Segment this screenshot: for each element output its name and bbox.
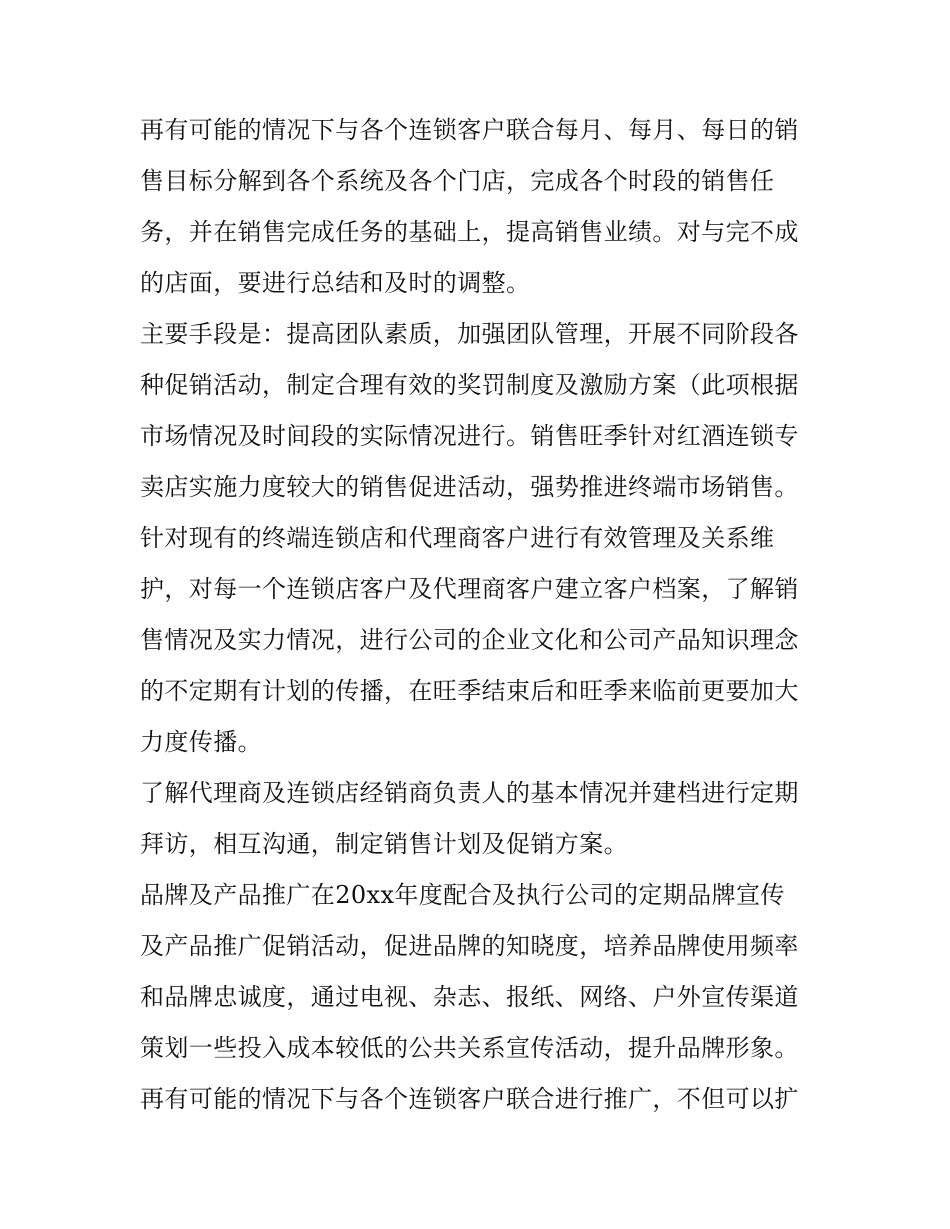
text-line: 护，对每一个连锁店客户及代理商客户建立客户档案，了解销 [140,575,799,603]
text-line: 的店面，要进行总结和及时的调整。 [140,269,531,297]
text-line: 售目标分解到各个系统及各个门店，完成各个时段的销售任 [140,167,775,195]
text-line: 的不定期有计划的传播，在旺季结束后和旺季来临前更要加大 [140,677,799,705]
text-line: 再有可能的情况下与各个连锁客户联合进行推广，不但可以扩 [140,1085,799,1113]
text-line: 策划一些投入成本较低的公共关系宣传活动，提升品牌形象。 [140,1034,799,1062]
text-line: 主要手段是：提高团队素质，加强团队管理，开展不同阶段各 [140,320,799,348]
text-line: 卖店实施力度较大的销售促进活动，强势推进终端市场销售。 [140,473,799,501]
document-body [140,105,812,1125]
text-line: 针对现有的终端连锁店和代理商客户进行有效管理及关系维 [140,524,775,552]
text-line: 及产品推广促销活动，促进品牌的知晓度，培养品牌使用频率 [140,932,799,960]
text-line: 了解代理商及连锁店经销商负责人的基本情况并建档进行定期 [140,779,799,807]
text-line: 拜访，相互沟通，制定销售计划及促销方案。 [140,830,628,858]
text-line: 再有可能的情况下与各个连锁客户联合每月、每月、每日的销 [140,116,799,144]
text-line: 市场情况及时间段的实际情况进行。销售旺季针对红酒连锁专 [140,422,799,450]
text-line: 售情况及实力情况，进行公司的企业文化和公司产品知识理念 [140,626,799,654]
text-line: 务，并在销售完成任务的基础上，提高销售业绩。对与完不成 [140,218,799,246]
text-line: 种促销活动，制定合理有效的奖罚制度及激励方案（此项根据 [140,371,799,399]
text-line: 和品牌忠诚度，通过电视、杂志、报纸、网络、户外宣传渠道 [140,983,799,1011]
text-line: 品牌及产品推广在20xx年度配合及执行公司的定期品牌宣传 [140,881,785,909]
text-line: 力度传播。 [140,728,262,756]
